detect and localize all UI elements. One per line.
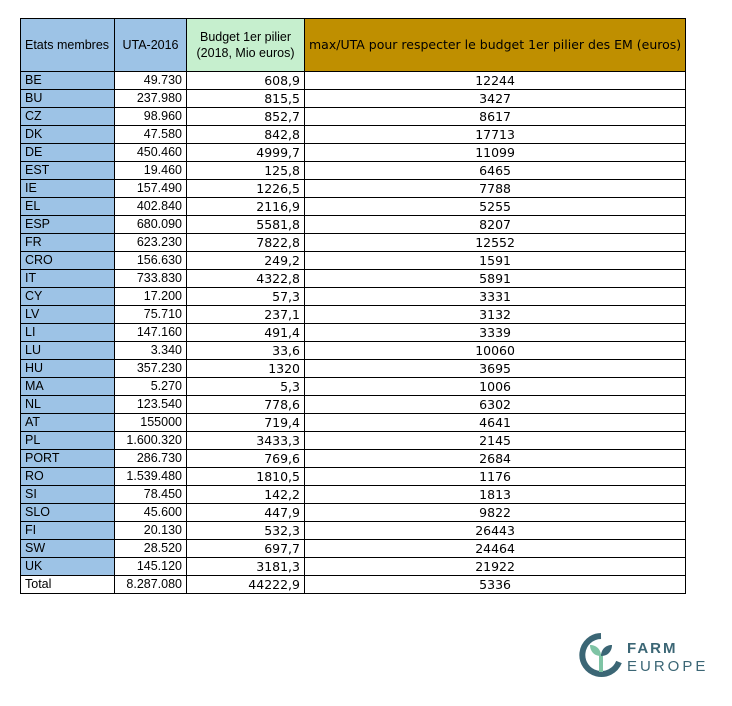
- cell-max: 7788: [305, 180, 686, 198]
- cell-uta: 286.730: [115, 450, 187, 468]
- table-row: [21, 450, 686, 468]
- cell-max: 2145: [305, 432, 686, 450]
- cell-budget: 1320: [187, 360, 305, 378]
- cell-uta: 145.120: [115, 558, 187, 576]
- table-row: [21, 522, 686, 540]
- cell-uta: 237.980: [115, 90, 187, 108]
- cell-member: UK: [21, 558, 115, 576]
- cell-budget: 697,7: [187, 540, 305, 558]
- cell-member: EST: [21, 162, 115, 180]
- table-row: [21, 342, 686, 360]
- cell-max: 1813: [305, 486, 686, 504]
- cell-max: 3331: [305, 288, 686, 306]
- cell-member: BU: [21, 90, 115, 108]
- cell-member: LI: [21, 324, 115, 342]
- table-row: [21, 180, 686, 198]
- table-row: [21, 288, 686, 306]
- header-row: [21, 19, 686, 72]
- cell-budget: 57,3: [187, 288, 305, 306]
- cell-member: SI: [21, 486, 115, 504]
- cell-budget: 815,5: [187, 90, 305, 108]
- cell-max: 8617: [305, 108, 686, 126]
- cell-uta: 147.160: [115, 324, 187, 342]
- header-max-uta: max/UTA pour respecter le budget 1er pilier des EM (euros): [305, 19, 686, 72]
- table-row: [21, 198, 686, 216]
- cell-budget: 719,4: [187, 414, 305, 432]
- cell-budget: 491,4: [187, 324, 305, 342]
- cell-max: 5255: [305, 198, 686, 216]
- cell-budget: 4999,7: [187, 144, 305, 162]
- cell-budget: 447,9: [187, 504, 305, 522]
- cell-uta: 680.090: [115, 216, 187, 234]
- table-row: [21, 432, 686, 450]
- cell-member: DE: [21, 144, 115, 162]
- cell-uta: 156.630: [115, 252, 187, 270]
- cell-budget: 237,1: [187, 306, 305, 324]
- cell-budget: 1810,5: [187, 468, 305, 486]
- cell-uta: 47.580: [115, 126, 187, 144]
- cell-budget: 125,8: [187, 162, 305, 180]
- cell-budget: 3181,3: [187, 558, 305, 576]
- cell-uta: 98.960: [115, 108, 187, 126]
- cell-uta: 623.230: [115, 234, 187, 252]
- table-row: [21, 378, 686, 396]
- cell-uta: 20.130: [115, 522, 187, 540]
- cell-member: SW: [21, 540, 115, 558]
- cell-max: 5336: [305, 576, 686, 594]
- table-row: [21, 324, 686, 342]
- cell-member: ESP: [21, 216, 115, 234]
- cell-member: HU: [21, 360, 115, 378]
- table-row: [21, 162, 686, 180]
- cell-budget: 842,8: [187, 126, 305, 144]
- total-row: [21, 576, 686, 594]
- table-row: [21, 90, 686, 108]
- cell-budget: 33,6: [187, 342, 305, 360]
- cell-member: MA: [21, 378, 115, 396]
- cell-max: 4641: [305, 414, 686, 432]
- table-row: [21, 396, 686, 414]
- table-row: [21, 144, 686, 162]
- cell-max: 12552: [305, 234, 686, 252]
- cell-budget: 5581,8: [187, 216, 305, 234]
- cell-budget: 5,3: [187, 378, 305, 396]
- cell-uta: 8.287.080: [115, 576, 187, 594]
- cell-uta: 157.490: [115, 180, 187, 198]
- table-row: [21, 216, 686, 234]
- table-row: [21, 108, 686, 126]
- table-row: [21, 504, 686, 522]
- cell-budget: 1226,5: [187, 180, 305, 198]
- table-row: [21, 558, 686, 576]
- cell-uta: 402.840: [115, 198, 187, 216]
- farm-europe-logo: [579, 630, 709, 680]
- cell-member: SLO: [21, 504, 115, 522]
- cell-max: 24464: [305, 540, 686, 558]
- cell-member: IE: [21, 180, 115, 198]
- cell-member: BE: [21, 72, 115, 90]
- cell-member: PORT: [21, 450, 115, 468]
- table-body: [21, 72, 686, 594]
- cell-max: 17713: [305, 126, 686, 144]
- table-row: [21, 270, 686, 288]
- table-row: [21, 540, 686, 558]
- cell-budget: 2116,9: [187, 198, 305, 216]
- cell-member: CZ: [21, 108, 115, 126]
- cell-member: RO: [21, 468, 115, 486]
- cell-max: 6302: [305, 396, 686, 414]
- table-row: [21, 414, 686, 432]
- table-row: [21, 72, 686, 90]
- header-uta-2016: UTA-2016: [115, 19, 187, 72]
- cell-max: 3132: [305, 306, 686, 324]
- header-etats-membres: Etats membres: [21, 19, 115, 72]
- cell-member: LU: [21, 342, 115, 360]
- table-row: [21, 306, 686, 324]
- cell-uta: 123.540: [115, 396, 187, 414]
- table-row: [21, 234, 686, 252]
- logo-text-europe: EUROPE: [627, 658, 709, 675]
- cell-member: NL: [21, 396, 115, 414]
- cell-max: 21922: [305, 558, 686, 576]
- table-row: [21, 486, 686, 504]
- cell-max: 11099: [305, 144, 686, 162]
- budget-table: [20, 18, 686, 594]
- cell-uta: 1.600.320: [115, 432, 187, 450]
- cell-budget: 249,2: [187, 252, 305, 270]
- table-row: [21, 126, 686, 144]
- cell-budget: 778,6: [187, 396, 305, 414]
- cell-uta: 49.730: [115, 72, 187, 90]
- cell-max: 10060: [305, 342, 686, 360]
- cell-max: 12244: [305, 72, 686, 90]
- table-row: [21, 360, 686, 378]
- cell-max: 6465: [305, 162, 686, 180]
- cell-uta: 28.520: [115, 540, 187, 558]
- cell-budget: 4322,8: [187, 270, 305, 288]
- cell-member: DK: [21, 126, 115, 144]
- cell-member: LV: [21, 306, 115, 324]
- cell-max: 26443: [305, 522, 686, 540]
- cell-max: 1591: [305, 252, 686, 270]
- cell-member: FR: [21, 234, 115, 252]
- cell-budget: 3433,3: [187, 432, 305, 450]
- cell-max: 2684: [305, 450, 686, 468]
- cell-max: 9822: [305, 504, 686, 522]
- cell-uta: 5.270: [115, 378, 187, 396]
- cell-max: 3427: [305, 90, 686, 108]
- cell-uta: 75.710: [115, 306, 187, 324]
- cell-max: 3695: [305, 360, 686, 378]
- logo-sprout-icon: [579, 632, 623, 678]
- header-budget: Budget 1er pilier (2018, Mio euros): [187, 19, 305, 72]
- cell-max: 1176: [305, 468, 686, 486]
- cell-budget: 44222,9: [187, 576, 305, 594]
- cell-budget: 7822,8: [187, 234, 305, 252]
- cell-budget: 532,3: [187, 522, 305, 540]
- cell-uta: 155000: [115, 414, 187, 432]
- cell-max: 8207: [305, 216, 686, 234]
- cell-max: 3339: [305, 324, 686, 342]
- cell-uta: 733.830: [115, 270, 187, 288]
- cell-budget: 142,2: [187, 486, 305, 504]
- cell-budget: 608,9: [187, 72, 305, 90]
- logo-text-farm: FARM: [627, 640, 678, 657]
- cell-max: 1006: [305, 378, 686, 396]
- cell-member: FI: [21, 522, 115, 540]
- cell-budget: 769,6: [187, 450, 305, 468]
- cell-uta: 17.200: [115, 288, 187, 306]
- table-row: [21, 468, 686, 486]
- cell-budget: 852,7: [187, 108, 305, 126]
- cell-uta: 3.340: [115, 342, 187, 360]
- cell-member: CRO: [21, 252, 115, 270]
- cell-uta: 1.539.480: [115, 468, 187, 486]
- cell-uta: 45.600: [115, 504, 187, 522]
- cell-uta: 357.230: [115, 360, 187, 378]
- cell-uta: 450.460: [115, 144, 187, 162]
- cell-member: Total: [21, 576, 115, 594]
- cell-max: 5891: [305, 270, 686, 288]
- cell-member: AT: [21, 414, 115, 432]
- cell-member: EL: [21, 198, 115, 216]
- cell-member: CY: [21, 288, 115, 306]
- cell-member: PL: [21, 432, 115, 450]
- table-row: [21, 252, 686, 270]
- cell-uta: 19.460: [115, 162, 187, 180]
- cell-uta: 78.450: [115, 486, 187, 504]
- cell-member: IT: [21, 270, 115, 288]
